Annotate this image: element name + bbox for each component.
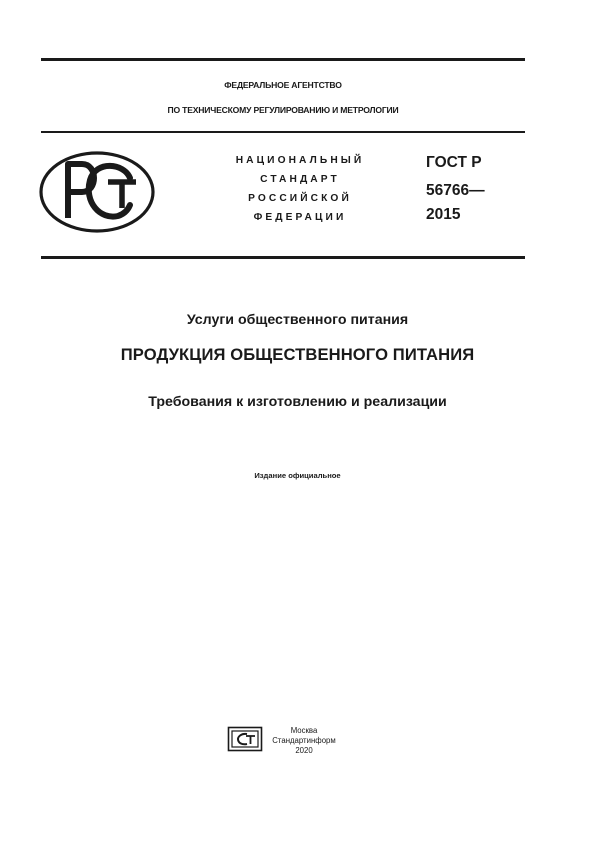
agency-line-1: ФЕДЕРАЛЬНОЕ АГЕНТСТВО	[224, 80, 342, 90]
standartinform-logo-icon	[227, 726, 263, 752]
national-line-4: ФЕДЕРАЦИИ	[253, 212, 347, 223]
bottom-rule	[41, 256, 525, 259]
top-rule	[41, 58, 525, 61]
document-subtitle: Требования к изготовлению и реализации	[148, 394, 447, 410]
national-line-3: РОССИЙСКОЙ	[248, 193, 352, 204]
gost-number: 56766—	[426, 182, 485, 199]
rst-certification-mark-icon	[38, 150, 156, 234]
publisher-name: Стандартинформ	[272, 736, 336, 745]
edition-note: Издание официальное	[254, 471, 341, 480]
gost-designation: ГОСТ Р	[426, 154, 482, 171]
document-subject: Услуги общественного питания	[186, 312, 409, 328]
publisher-city: Москва	[290, 726, 318, 735]
national-line-2: СТАНДАРТ	[260, 174, 340, 185]
gost-year: 2015	[426, 206, 461, 223]
national-line-1: НАЦИОНАЛЬНЫЙ	[235, 155, 365, 166]
agency-line-2: ПО ТЕХНИЧЕСКОМУ РЕГУЛИРОВАНИЮ И МЕТРОЛОГИИ	[167, 105, 399, 115]
publisher-year: 2020	[295, 746, 313, 755]
middle-rule	[41, 131, 525, 133]
document-title: ПРОДУКЦИЯ ОБЩЕСТВЕННОГО ПИТАНИЯ	[120, 345, 475, 364]
